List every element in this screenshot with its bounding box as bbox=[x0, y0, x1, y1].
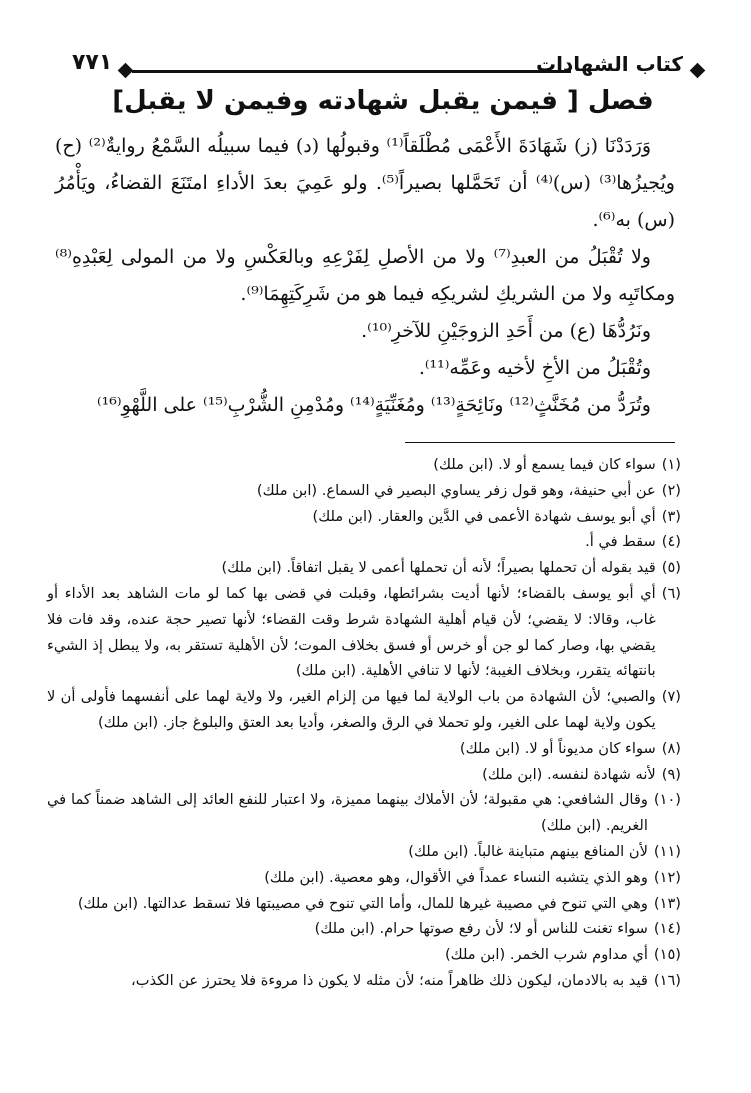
page-number: ٧٧١ bbox=[72, 50, 113, 75]
footnote-number: (١٤) bbox=[653, 920, 681, 938]
footnote-number: (٩) bbox=[661, 765, 681, 783]
footnote-number: (٥) bbox=[661, 559, 681, 577]
footnote-text: قيد به بالادمان، ليكون ذلك ظاهراً منه؛ لأن مثله لا يكون ذا مروءة فلا يحترز عن الكذب، bbox=[131, 971, 648, 989]
footnote bbox=[47, 529, 681, 555]
footnote-text: والصبي؛ لأن الشهادة من باب الولاية لما فيها من إلزام الغير، ولا ولاية لهما على أنفسهما فأولى أن لا يكون ولاية لهما على الغير، ولو تحملا في الرق والصغر، وأديا بعد العتق والبلوغ جاز. (ابن ملك) bbox=[47, 688, 656, 731]
footnote-text: وهي التي تنوح في مصيبة غيرها للمال، وأما التي تنوح في مصيبتها فلا تسقط عدالتها. (ابن ملك) bbox=[77, 894, 648, 912]
footnote-number: (١٢) bbox=[653, 868, 681, 886]
footnote bbox=[47, 581, 681, 684]
main-paragraph: وتُقْبَلُ من الأخِ لأخيه وعَمِّه⁽¹¹⁾. bbox=[418, 357, 651, 379]
footnote-text: أي أبو يوسف شهادة الأعمى في الدَّين والعقار. (ابن ملك) bbox=[312, 507, 656, 525]
footnote bbox=[47, 787, 681, 839]
footnote-number: (٨) bbox=[661, 739, 681, 757]
main-text bbox=[55, 128, 675, 424]
footnote-text: لأن المنافع بينهم متباينة غالباً. (ابن ملك) bbox=[408, 842, 648, 860]
footnote-number: (٦) bbox=[661, 584, 681, 602]
footnote bbox=[47, 452, 681, 478]
header-title: كتاب الشهادات bbox=[535, 52, 683, 76]
footnote bbox=[47, 504, 681, 530]
footnote bbox=[47, 762, 681, 788]
diamond-ornament-icon bbox=[690, 63, 706, 79]
footnote-text: وقال الشافعي: هي مقبولة؛ لأن الأملاك بينهما مميزة، ولا اعتبار للنفع العائد إلى الشاهد ضمناً كما في الغريم. (ابن ملك) bbox=[47, 791, 648, 835]
main-paragraph: وتُرَدُّ من مُخَنَّثٍ⁽¹²⁾ ونَائِحَةٍ⁽¹³⁾ ومُغَنِّيَةٍ⁽¹⁴⁾ ومُدْمِنِ الشُّرْبِ⁽¹⁵⁾ على اللَّهْوِ⁽¹⁶⁾ bbox=[97, 394, 651, 416]
footnote bbox=[47, 942, 681, 968]
footnote-number: (٢) bbox=[661, 481, 681, 499]
footnotes bbox=[47, 452, 681, 994]
footnote-text: عن أبي حنيفة، وهو قول زفر يساوي البصير في السماع. (ابن ملك) bbox=[256, 481, 656, 499]
footnote-number: (١٠) bbox=[653, 791, 681, 809]
main-paragraph: ونَرُدُّهَا (ع) من أَحَدِ الزوجَيْنِ للآخرِ⁽¹⁰⁾. bbox=[361, 320, 651, 342]
footnote-text: لأنه شهادة لنفسه. (ابن ملك) bbox=[482, 765, 656, 783]
footnote bbox=[47, 684, 681, 736]
diamond-ornament-icon bbox=[118, 63, 134, 79]
footnote bbox=[47, 555, 681, 581]
footnote-text: وهو الذي يتشبه النساء عمداً في الأقوال، وهو معصية. (ابن ملك) bbox=[264, 868, 648, 886]
footnote-number: (١٦) bbox=[653, 971, 681, 989]
footnote-text: أي مداوم شرب الخمر. (ابن ملك) bbox=[444, 946, 648, 964]
footnote-text: أي أبو يوسف بالقضاء؛ لأنها أديت بشرائطها، وقبلت في قضى بها كما لو مات الشاهد بعد الأداء أو غاب، وقالا: لا يقضي؛ لأن قيام أهلية الشهادة شرط وقت القضاء؛ لأنها تصير حجة عنده، وقد فات فلا يقضي بها، وصار كما لو جن أو خرس أو فسق بخلاف الموت؛ لأن الأهلية تستقر به، ولا يبطل إذ الشيء بانتهائه يتقرر، وبخلاف الغيبة؛ لأنها لا تنافي الأهلية. (ابن ملك) bbox=[47, 584, 656, 680]
footnote-number: (١٣) bbox=[653, 894, 681, 912]
footnote bbox=[47, 478, 681, 504]
page-header bbox=[72, 44, 711, 84]
footnote bbox=[47, 839, 681, 865]
footnote-number: (٧) bbox=[661, 688, 681, 706]
footnote-text: سواء كان مديوناً أو لا. (ابن ملك) bbox=[459, 739, 656, 757]
footnote-text: سقط في أ. bbox=[585, 533, 656, 551]
main-paragraph: وَرَدَدْنَا (ز) شَهَادَةَ الأَعْمَى مُطْلَقاً⁽¹⁾ وقبولُها (د) فيما سبيلُه السَّمْعُ روايةٌ⁽²⁾ (ح) ويُجيزُها⁽³⁾ (س)⁽⁴⁾ أن تَحَمَّلها بصيراً⁽⁵⁾. ولو عَمِيَ بعدَ الأداءِ امتَنَعَ القضاءُ، ويَأْمُرُ (س) به⁽⁶⁾. bbox=[55, 135, 675, 231]
section-heading: فصل [ فيمن يقبل شهادته وفيمن لا يقبل] bbox=[112, 86, 654, 116]
footnote-text: قيد بقوله أن تحملها بصيراً؛ لأنه أن تحملها أعمى لا يقبل اتفاقاً. (ابن ملك) bbox=[221, 559, 656, 577]
footnote bbox=[47, 968, 681, 994]
footnote bbox=[47, 891, 681, 917]
header-rule bbox=[132, 70, 571, 73]
footnote bbox=[47, 736, 681, 762]
footnote bbox=[47, 865, 681, 891]
footnote bbox=[47, 916, 681, 942]
footnote-number: (١٥) bbox=[653, 946, 681, 964]
footnote-separator bbox=[405, 442, 675, 443]
footnote-text: سواء تغنت للناس أو لا؛ لأن رفع صوتها حرام. (ابن ملك) bbox=[314, 920, 648, 938]
footnote-number: (١١) bbox=[653, 842, 681, 860]
footnote-text: سواء كان فيما يسمع أو لا. (ابن ملك) bbox=[433, 456, 656, 473]
footnote-number: (٣) bbox=[661, 507, 681, 525]
main-paragraph: ولا تُقْبَلُ من العبدِ⁽⁷⁾ ولا من الأصلِ لِفَرْعِهِ وبالعَكْسِ ولا من المولى لِعَبْدِهِ⁽⁸⁾ ومكاتَبِه ولا من الشريكِ لشريكِه فيما هو من شَرِكَتِهِمَا⁽⁹⁾. bbox=[55, 246, 675, 305]
footnote-number: (٤) bbox=[661, 533, 681, 551]
footnote-number: (١) bbox=[661, 456, 681, 473]
